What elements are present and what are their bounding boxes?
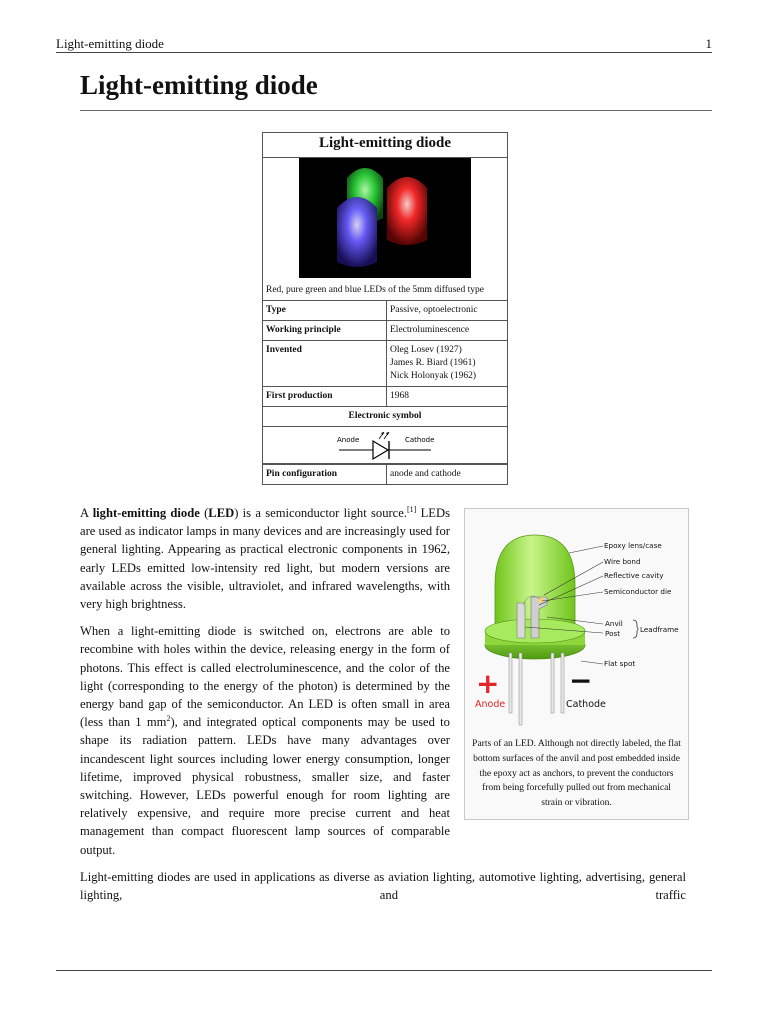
label-epoxy: Epoxy lens/case: [604, 541, 662, 550]
infobox-key: Invented: [263, 341, 387, 387]
infobox-row: [263, 341, 507, 387]
paragraph-applications: Light-emitting diodes are used in applications as diverse as aviation lighting, automotive lighting, advertising, general lighting, and traffic: [80, 870, 686, 903]
inventor: Nick Holonyak (1962): [390, 371, 477, 381]
infobox-key: Working principle: [263, 321, 387, 341]
header-rule: [56, 52, 712, 53]
paragraph-physics: [80, 622, 450, 859]
infobox-value: anode and cathode: [390, 469, 461, 479]
infobox-key: Pin configuration: [263, 465, 387, 485]
bold-term: LED: [208, 506, 235, 520]
symbol-cathode-label: Cathode: [405, 436, 435, 444]
diode-symbol-icon: [263, 427, 507, 463]
minus-sign: −: [569, 664, 593, 697]
paragraph-intro: [80, 504, 450, 613]
page-number: 1: [705, 36, 712, 51]
infobox-row: [263, 301, 507, 321]
text-span: LEDs are used as indicator lamps in many devices and are increasingly used for general lighting. Appearing as practical electronic components in 1962, early LEDs emitted low-intensity red light, but modern versions are available across the visible, ultraviolet, and infrared wavelengths, with very high brightness.: [80, 506, 451, 612]
text-span: ), and integrated optical components may be used to shape its radiation pattern. LEDs have many advantages over incandescent light sources including lower energy consumption, longer lifetime, improved physical robustness, smaller size, and faster switching. However, LEDs powerful enough for room lighting are relatively expensive, and require more precise current and heat management than compact fluorescent lamp sources of comparable output.: [80, 715, 450, 857]
title-rule: [80, 110, 712, 111]
running-header: [56, 36, 712, 52]
citation-link[interactable]: [1]: [407, 504, 417, 514]
infobox-value: 1968: [387, 387, 508, 407]
infobox-row: [263, 465, 507, 485]
body-column: [80, 504, 450, 868]
running-title: Light-emitting diode: [56, 36, 164, 51]
inventor: James R. Biard (1961): [390, 358, 476, 368]
infobox-image-caption: Red, pure green and blue LEDs of the 5mm diffused type: [263, 278, 507, 301]
text-span: When a light-emitting diode is switched on, electrons are able to recombine with holes within the device, releasing energy in the form of photons. This effect is called electroluminescence, and the color of the light (corresponding to the energy of the photon) is determined by the energy band gap of the semiconductor. An LED is often small in area (less than 1 mm: [80, 624, 450, 730]
infobox-row: [263, 321, 507, 341]
infobox-symbol-row: [263, 407, 507, 465]
bold-term: light-emitting diode: [92, 506, 200, 520]
superscript: 2: [166, 714, 171, 724]
rgb-leds-photo: [299, 158, 471, 278]
label-cathode: Cathode: [566, 699, 606, 710]
label-anode: Anode: [475, 699, 506, 710]
article-title: Light-emitting diode: [80, 70, 318, 100]
label-post: Post: [605, 629, 621, 638]
figure-caption: Parts of an LED. Although not directly labeled, the flat bottom surfaces of the anvil and post embedded inside the epoxy act as anchors, to prevent the conductors from being forcefully pulled out from mechanical strain or vibration.: [472, 739, 681, 809]
label-semiconductor-die: Semiconductor die: [604, 587, 672, 596]
led-diagram: [469, 513, 684, 735]
text-span: A: [80, 506, 93, 520]
infobox-value: Electroluminescence: [387, 321, 508, 341]
infobox-key: First production: [263, 387, 387, 407]
led-symbol: [263, 426, 507, 464]
infobox-value: Passive, optoelectronic: [387, 301, 508, 321]
infobox: [262, 132, 508, 485]
infobox-title: Light-emitting diode: [263, 133, 507, 158]
footer-rule: [56, 970, 712, 971]
symbol-heading: Electronic symbol: [348, 411, 422, 421]
infobox-row: [263, 387, 507, 407]
label-reflective-cavity: Reflective cavity: [604, 571, 664, 580]
label-leadframe: Leadframe: [640, 625, 679, 634]
infobox-table: [263, 301, 507, 484]
infobox-value: [387, 341, 508, 387]
text-span: (: [199, 506, 209, 520]
infobox-key: Type: [263, 301, 387, 321]
text-span: ) is a semiconductor light source.: [234, 506, 408, 520]
plus-sign: +: [476, 667, 500, 700]
label-wire-bond: Wire bond: [604, 557, 641, 566]
led-parts-figure: [464, 508, 689, 820]
symbol-anode-label: Anode: [337, 436, 360, 444]
label-flat-spot: Flat spot: [604, 659, 636, 668]
inventor: Oleg Losev (1927): [390, 345, 462, 355]
label-anvil: Anvil: [605, 619, 623, 628]
